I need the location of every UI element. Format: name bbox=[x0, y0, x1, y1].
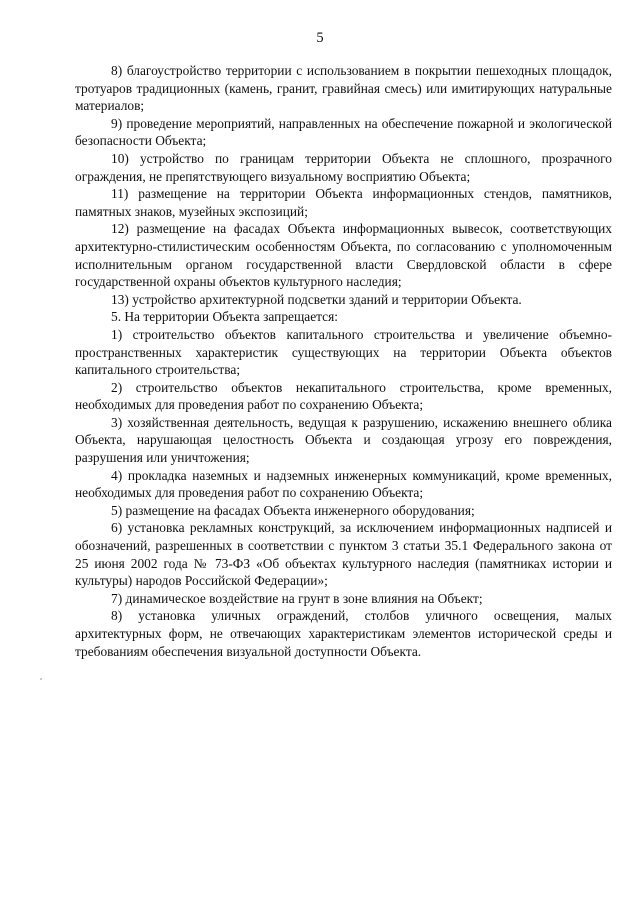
section-5-heading: 5. На территории Объекта запрещается: bbox=[111, 309, 338, 325]
prohibited-item-4-utilities: 4) прокладка наземных и надземных инженерных коммуникаций, кроме временных, необходимых для проведения работ по сохранению Объекта; bbox=[75, 467, 612, 501]
prohibited-item-1-capital-construction: 1) строительство объектов капитального строительства и увеличение объемно-пространственных характеристик существующих на территории Объекта объектов капитального строительства; bbox=[75, 326, 612, 378]
paragraph-item-10-fence: 10) устройство по границам территории Объекта не сплошного, прозрачного ограждения, не препятствующего визуальному восприятию Объекта; bbox=[75, 150, 612, 184]
paragraph-item-8-landscaping: 8) благоустройство территории с использованием в покрытии пешеходных площадок, тротуаров традиционных (камень, гранит, гравийная смесь) или имитирующих натуральные материалов; bbox=[75, 63, 612, 114]
prohibited-item-8-street-fences: 8) установка уличных ограждений, столбов уличного освещения, малых архитектурных форм, не отвечающих характеристикам элементов исторической среды и требованиям обеспечения визуальной доступности Объекта. bbox=[75, 608, 612, 659]
page-number: 5 bbox=[316, 30, 324, 46]
paragraph-item-9-fire-safety: 9) проведение мероприятий, направленных на обеспечение пожарной и экологической безопасности Объекта; bbox=[75, 115, 612, 149]
prohibited-item-5-facade-equipment: 5) размещение на фасадах Объекта инженерного оборудования; bbox=[111, 502, 475, 518]
scan-speck bbox=[40, 678, 42, 680]
prohibited-item-6-advertising: 6) установка рекламных конструкций, за исключением информационных надписей и обозначений, разрешенных в соответствии с пунктом 3 статьи 35.1 Федерального закона от 25 июня 2002 года № 73-ФЗ «Об объектах культурного наследия (памятниках истории и культуры) народов Российской Федерации»; bbox=[75, 520, 612, 589]
paragraph-item-11-info-stands: 11) размещение на территории Объекта информационных стендов, памятников, памятных знаков, музейных экспозиций; bbox=[75, 186, 612, 219]
document-body bbox=[75, 62, 612, 660]
prohibited-item-3-economic-activity: 3) хозяйственная деятельность, ведущая к разрушению, искажению внешнего облика Объекта, нарушающая целостность Объекта и создающая угрозу его повреждения, разрушения или уничтожения; bbox=[75, 414, 612, 466]
paragraph-item-12-signboards: 12) размещение на фасадах Объекта информационных вывесок, соответствующих архитектурно-стилистическим особенностям Объекта, по согласованию с уполномоченным исполнительным органом государственной власти Свердловской области в сфере государственной охраны объектов культурного наследия; bbox=[75, 221, 612, 290]
prohibited-item-2-non-capital-construction: 2) строительство объектов некапитального строительства, кроме временных, необходимых для проведения работ по сохранению Объекта; bbox=[75, 379, 612, 413]
prohibited-item-7-ground-impact: 7) динамическое воздействие на грунт в зоне влияния на Объект; bbox=[111, 590, 483, 606]
paragraph-item-13-lighting: 13) устройство архитектурной подсветки зданий и территории Объекта. bbox=[111, 291, 522, 307]
